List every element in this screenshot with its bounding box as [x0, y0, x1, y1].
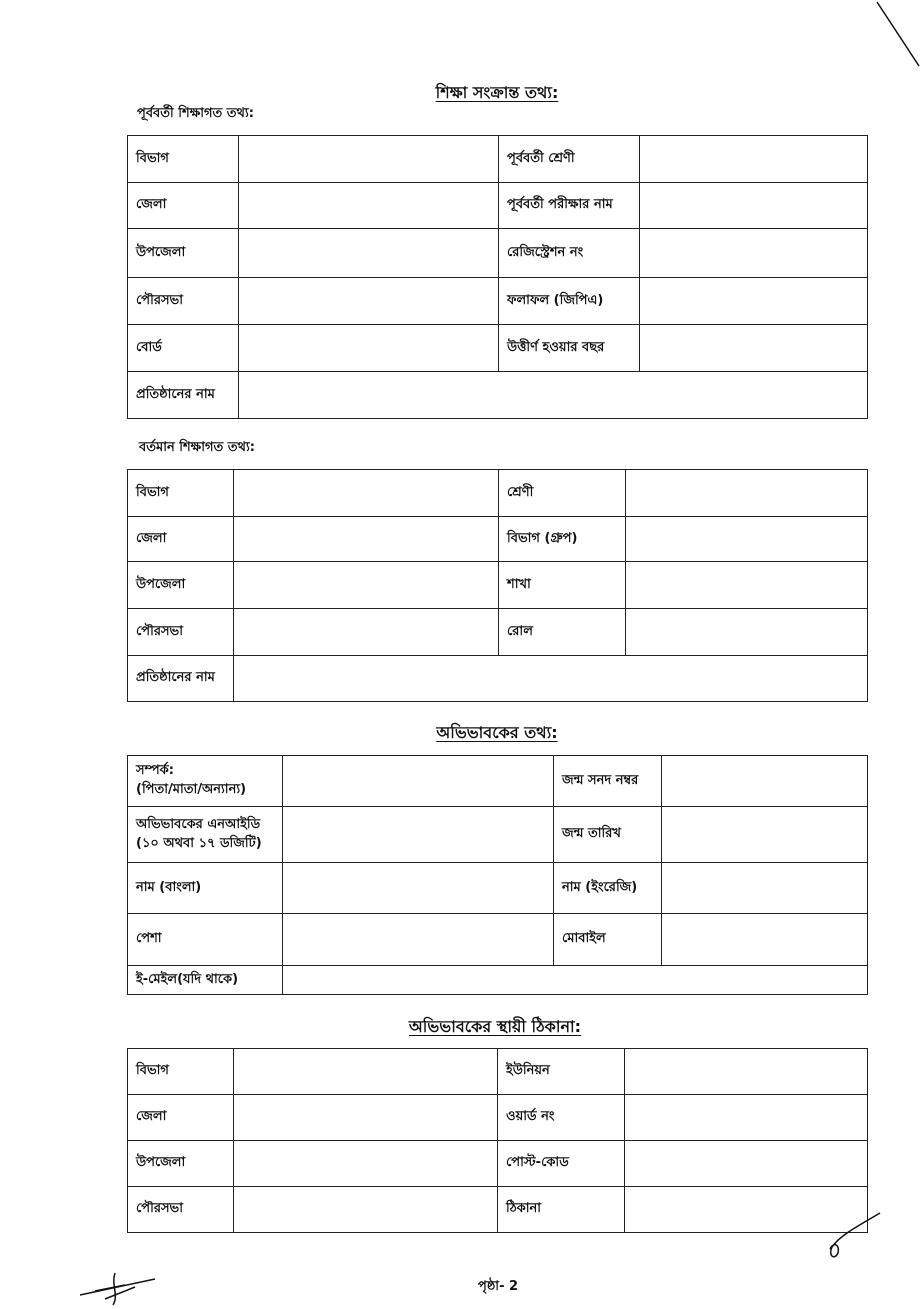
- field-label: পৌরসভা: [128, 1187, 234, 1233]
- field-input[interactable]: [234, 1095, 498, 1141]
- field-input[interactable]: [626, 470, 868, 517]
- field-label: উত্তীর্ণ হওয়ার বছর: [499, 325, 640, 372]
- form-row: [128, 807, 868, 863]
- field-label: সম্পর্ক: (পিতা/মাতা/অন্যান্য): [128, 756, 283, 807]
- field-input[interactable]: [239, 229, 499, 278]
- form-row: [128, 609, 868, 656]
- guardian-address-table: [127, 1048, 868, 1233]
- field-input[interactable]: [640, 136, 868, 183]
- guardian-info-table: [127, 755, 868, 995]
- guardian-info-heading: অভিভাবকের তথ্য:: [436, 723, 558, 742]
- field-label: উপজেলা: [128, 562, 234, 609]
- form-row: [128, 863, 868, 914]
- field-label: বোর্ড: [128, 325, 239, 372]
- previous-education-table: [127, 135, 868, 419]
- field-label: প্রতিষ্ঠানের নাম: [128, 372, 239, 419]
- field-input[interactable]: [662, 756, 868, 807]
- field-label: জন্ম সনদ নম্বর: [554, 756, 662, 807]
- form-row: [128, 229, 868, 278]
- field-input[interactable]: [239, 325, 499, 372]
- field-label: ইউনিয়ন: [498, 1049, 625, 1095]
- field-input[interactable]: [283, 756, 554, 807]
- field-input[interactable]: [234, 1187, 498, 1233]
- form-row: [128, 756, 868, 807]
- field-label: ফলাফল (জিপিএ): [499, 278, 640, 325]
- field-input[interactable]: [234, 470, 499, 517]
- field-input[interactable]: [234, 609, 499, 656]
- field-label: মোবাইল: [554, 914, 662, 966]
- field-label: ই-মেইল(যদি থাকে): [128, 966, 283, 995]
- form-row: [128, 278, 868, 325]
- form-row: [128, 1187, 868, 1233]
- field-input[interactable]: [283, 914, 554, 966]
- field-input[interactable]: [640, 325, 868, 372]
- field-input[interactable]: [662, 863, 868, 914]
- field-label: বিভাগ (গ্রুপ): [499, 517, 626, 562]
- field-input[interactable]: [625, 1095, 868, 1141]
- field-label: উপজেলা: [128, 229, 239, 278]
- form-row: [128, 183, 868, 229]
- field-input[interactable]: [640, 229, 868, 278]
- field-label: পূর্ববর্তী পরীক্ষার নাম: [499, 183, 640, 229]
- field-input[interactable]: [234, 562, 499, 609]
- field-label: পেশা: [128, 914, 283, 966]
- field-label: পৌরসভা: [128, 278, 239, 325]
- field-input[interactable]: [625, 1049, 868, 1095]
- page-number: পৃষ্ঠা- 2: [478, 1279, 519, 1294]
- field-input[interactable]: [626, 609, 868, 656]
- signature-right: [820, 1205, 890, 1265]
- field-label: প্রতিষ্ঠানের নাম: [128, 656, 234, 702]
- field-label: জেলা: [128, 517, 234, 562]
- form-row: [128, 325, 868, 372]
- field-label: পোস্ট-কোড: [498, 1141, 625, 1187]
- field-input[interactable]: [283, 807, 554, 863]
- field-label: নাম (ইংরেজি): [554, 863, 662, 914]
- section-title-education: শিক্ষা সংক্রান্ত তথ্য:: [435, 83, 559, 102]
- field-input[interactable]: [239, 278, 499, 325]
- field-label: রেজিস্ট্রেশন নং: [499, 229, 640, 278]
- field-label: পৌরসভা: [128, 609, 234, 656]
- form-row: [128, 372, 868, 419]
- form-row: [128, 562, 868, 609]
- form-row: [128, 136, 868, 183]
- field-label: ওয়ার্ড নং: [498, 1095, 625, 1141]
- field-label: রোল: [499, 609, 626, 656]
- field-input[interactable]: [626, 562, 868, 609]
- field-label: শাখা: [499, 562, 626, 609]
- field-label: জেলা: [128, 183, 239, 229]
- field-input[interactable]: [626, 517, 868, 562]
- field-label: বিভাগ: [128, 136, 239, 183]
- current-education-heading: বর্তমান শিক্ষাগত তথ্য:: [139, 440, 255, 455]
- field-input[interactable]: [234, 656, 868, 702]
- form-row: [128, 1141, 868, 1187]
- form-row: [128, 517, 868, 562]
- signature-left: [75, 1265, 165, 1309]
- field-label: ঠিকানা: [498, 1187, 625, 1233]
- field-input[interactable]: [283, 863, 554, 914]
- previous-education-heading: পূর্ববর্তী শিক্ষাগত তথ্য:: [137, 106, 254, 121]
- current-education-table: [127, 469, 868, 702]
- field-label: উপজেলা: [128, 1141, 234, 1187]
- field-label: বিভাগ: [128, 470, 234, 517]
- field-input[interactable]: [234, 1049, 498, 1095]
- field-input[interactable]: [239, 136, 499, 183]
- field-input[interactable]: [662, 807, 868, 863]
- guardian-address-heading: অভিভাবকের স্থায়ী ঠিকানা:: [408, 1017, 582, 1036]
- field-label: বিভাগ: [128, 1049, 234, 1095]
- field-label: অভিভাবকের এনআইডি (১০ অথবা ১৭ ডজিটি): [128, 807, 283, 863]
- form-row: [128, 914, 868, 966]
- field-input[interactable]: [625, 1141, 868, 1187]
- field-label: শ্রেণী: [499, 470, 626, 517]
- form-row: [128, 1095, 868, 1141]
- form-row: [128, 656, 868, 702]
- field-label: পূর্ববর্তী শ্রেণী: [499, 136, 640, 183]
- field-input[interactable]: [234, 517, 499, 562]
- form-row: [128, 1049, 868, 1095]
- field-input[interactable]: [239, 372, 868, 419]
- form-row: [128, 470, 868, 517]
- corner-pen-stroke: [875, 0, 922, 70]
- field-label: জন্ম তারিখ: [554, 807, 662, 863]
- form-row: [128, 966, 868, 995]
- field-label: জেলা: [128, 1095, 234, 1141]
- field-input[interactable]: [662, 914, 868, 966]
- field-input[interactable]: [640, 183, 868, 229]
- field-input[interactable]: [239, 183, 499, 229]
- field-input[interactable]: [283, 966, 868, 995]
- field-input[interactable]: [234, 1141, 498, 1187]
- field-label: নাম (বাংলা): [128, 863, 283, 914]
- field-input[interactable]: [640, 278, 868, 325]
